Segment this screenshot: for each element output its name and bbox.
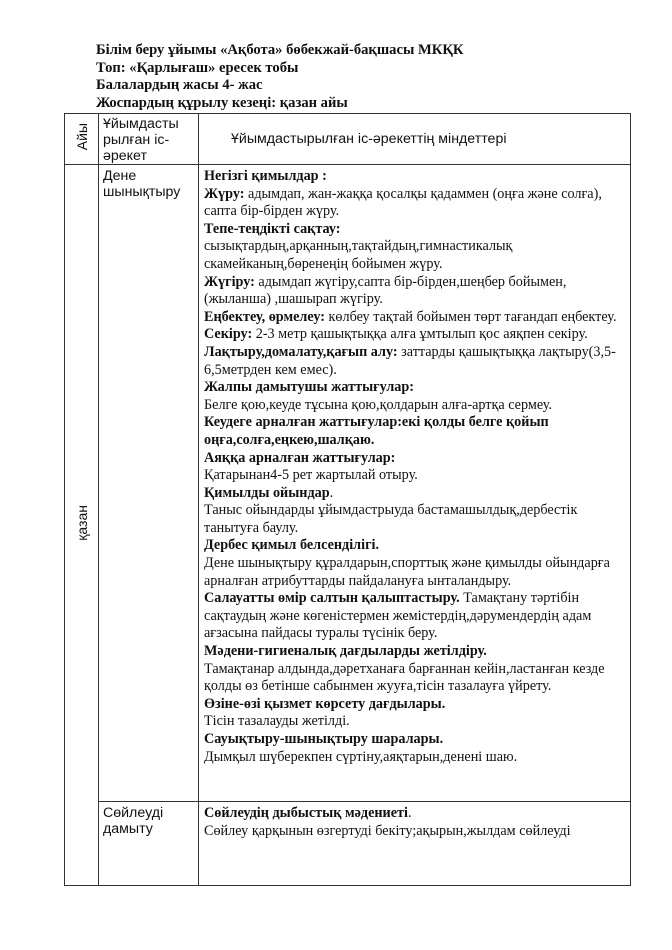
task-paragraph	[204, 731, 624, 749]
month-cell: қазан	[65, 165, 99, 886]
task-text: Дымқыл шүберекпен сүртіну,аяқтарын,денені шаю.	[204, 748, 518, 765]
task-paragraph	[204, 326, 624, 344]
task-text: Белге қою,кеуде тұсына қою,қолдарын алға-артқа сермеу.	[204, 396, 552, 413]
task-paragraph	[204, 379, 624, 397]
task-heading: Дербес қимыл белсенділігі.	[204, 537, 379, 554]
tasks-list	[204, 168, 624, 766]
table-header-row	[65, 114, 631, 165]
task-paragraph	[204, 238, 624, 273]
task-paragraph	[204, 450, 624, 468]
task-text: .	[407, 805, 412, 821]
task-heading: Мәдени-гигиеналық дағдыларды жетілдіру.	[204, 643, 487, 660]
tasks-column-header: Ұйымдастырылған іс-әрекеттің міндеттері	[199, 114, 631, 165]
subject-cell: Дене шынықтыру	[99, 165, 199, 802]
task-heading: Жүру:	[204, 185, 245, 202]
task-text: Дене шынықтыру құралдарын,спорттық және қимылды ойындарға арналған атрибуттарды пайдалануға ынталандыру.	[204, 555, 610, 589]
group-line: Топ: «Қарлығаш» ересек тобы	[96, 59, 299, 76]
task-paragraph	[204, 661, 624, 696]
task-heading: Тепе-теңдікті сақтау:	[204, 220, 341, 237]
task-heading: Өзіне-өзі қызмет көрсету дағдылары.	[204, 695, 446, 712]
task-heading: Еңбектеу, өрмелеу:	[204, 308, 325, 325]
task-paragraph	[204, 467, 624, 485]
plan-table	[64, 113, 631, 886]
task-heading: Жалпы дамытушы жаттығулар:	[204, 379, 415, 396]
task-heading: Лақтыру,домалату,қағып алу:	[204, 343, 398, 360]
tasks-cell	[199, 802, 631, 886]
document-header	[96, 42, 636, 112]
task-text: Тамақтанар алдында,дәретханаға барғаннан кейін,ластанған кезде қолды өз бетінше сабынмен жууға,тісін тазалауға үйрету.	[204, 660, 605, 695]
task-paragraph	[204, 502, 624, 537]
tasks-list	[204, 805, 624, 840]
task-paragraph	[204, 805, 624, 823]
organization-line: Білім беру ұйымы «Ақбота» бөбекжай-бақшасы МКҚК	[96, 42, 464, 58]
task-heading: Жүгіру:	[204, 273, 255, 290]
task-paragraph	[204, 344, 624, 379]
task-paragraph	[204, 713, 624, 731]
task-text: Тамақтану тәртібін сақтаудың және көгеністермен жемістердің,дәрумендердің адам ағзасына пайдасы туралы түсінік беру.	[204, 590, 592, 642]
task-text: сызықтардың,арқанның,тақтайдың,гимнастикалық скамейканың,бөренеңің бойымен жүру.	[204, 238, 513, 272]
task-text: Тісін тазалауды жетілді.	[204, 713, 350, 730]
task-paragraph	[204, 397, 624, 415]
task-paragraph	[204, 643, 624, 661]
task-heading: Секіру:	[204, 326, 253, 343]
task-text: көлбеу тақтай бойымен төрт тағандап еңбектеу.	[324, 308, 617, 325]
task-heading: Салауатты өмір салтын қалыптастыру.	[204, 590, 460, 607]
task-paragraph	[204, 168, 624, 186]
task-heading: Аяққа арналған жаттығулар:	[204, 449, 396, 466]
subject-cell: Сөйлеуді дамыту	[99, 802, 199, 886]
task-paragraph	[204, 309, 624, 327]
task-paragraph	[204, 274, 624, 309]
task-paragraph	[204, 590, 624, 643]
task-paragraph	[204, 221, 624, 239]
task-text: заттарды қашықтыққа лақтыру(3,5-6,5метрден кем емес).	[204, 343, 616, 378]
task-text: адымдап, жан-жаққа қосалқы қадаммен (оңға және солға), сапта бір-бірден жүру.	[204, 185, 602, 220]
task-paragraph	[204, 186, 624, 221]
task-text: Сөйлеу қарқынын өзгертуді бекіту;ақырын,жылдам сөйлеуді	[204, 822, 571, 839]
task-paragraph	[204, 696, 624, 714]
task-heading: Негізгі қимылдар :	[204, 168, 327, 184]
task-paragraph	[204, 555, 624, 590]
table-row	[65, 165, 631, 802]
task-text: 2-3 метр қашықтыққа алға ұмтылып қос аяқпен секіру.	[252, 326, 588, 343]
tasks-cell	[199, 165, 631, 802]
task-paragraph	[204, 823, 624, 841]
task-text: адымдап жүгіру,сапта бір-бірден,шеңбер бойымен,(жыланша) ,шашырап жүгіру.	[204, 273, 567, 308]
task-text: Таныс ойындарды ұйымдастрыуда бастамашылдық,дербестік танытуға баулу.	[204, 502, 578, 536]
activity-column-header: Ұйымдасты рылған іс-әрекет	[99, 114, 199, 165]
age-line: Балалардың жасы 4- жас	[96, 77, 263, 93]
task-heading: Сөйлеудің дыбыстық мәдениеті	[204, 805, 408, 821]
table-row	[65, 802, 631, 886]
task-text: Қатарынан4-5 рет жартылай отыру.	[204, 467, 418, 484]
task-heading: Қимылды ойындар	[204, 484, 330, 501]
task-paragraph	[204, 749, 624, 767]
task-text: .	[329, 484, 334, 501]
task-heading: Сауықтыру-шынықтыру шаралары.	[204, 731, 444, 747]
task-paragraph	[204, 485, 624, 503]
period-line: Жоспардың құрылу кезеңі: қазан айы	[96, 94, 348, 111]
task-paragraph	[204, 414, 624, 449]
task-paragraph	[204, 537, 624, 555]
month-column-header: Айы	[65, 114, 99, 165]
task-heading: Кеудеге арналған жаттығулар:екі қолды белге қойып оңға,солға,еңкею,шалқаю.	[204, 414, 549, 448]
